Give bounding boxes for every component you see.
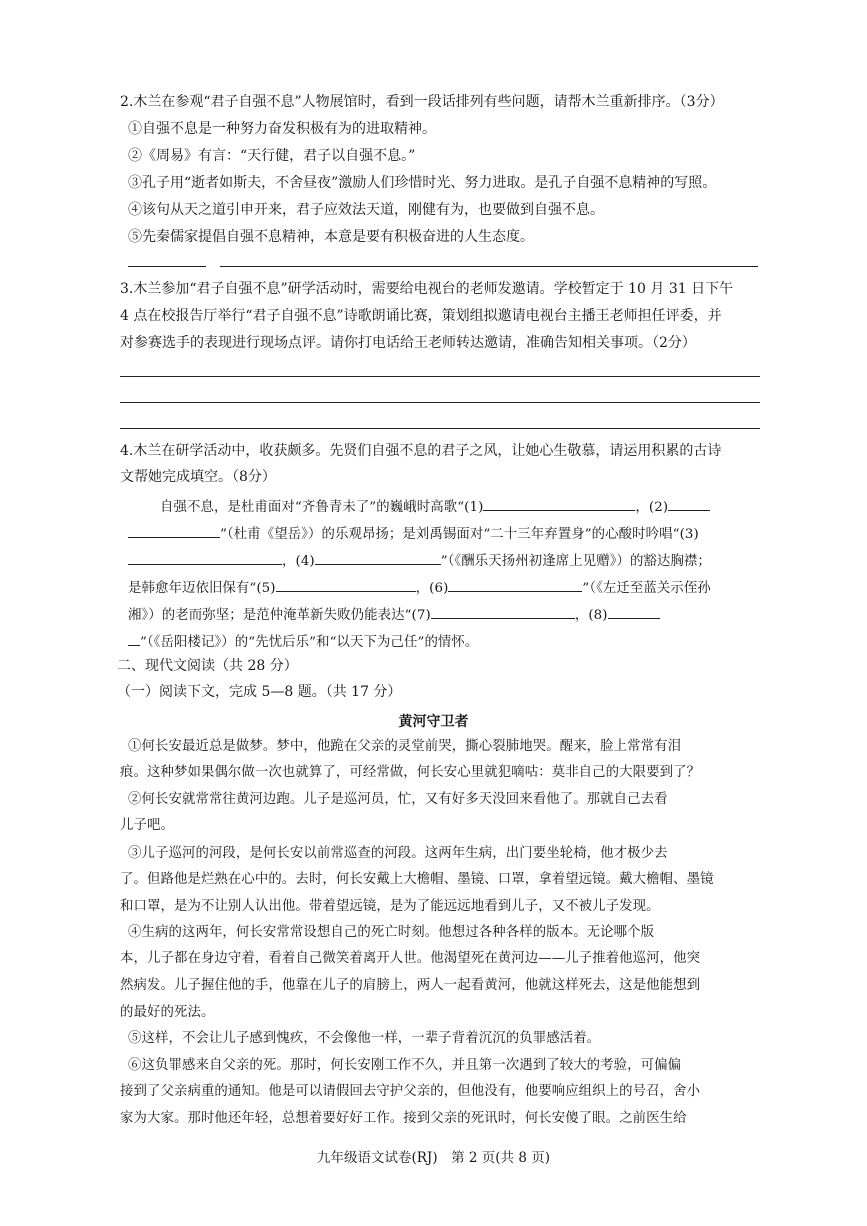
article-line-8: ④生病的这两年，何长安常常设想自己的死亡时刻。他想过各种各样的版本。无论哪个版 (128, 925, 655, 940)
q4-fill-line-4 (128, 577, 760, 598)
article-line-12: ⑤这样，不会让儿子感到愧疚，不会像他一样，一辈子背着沉沉的负罪感活着。 (128, 1031, 601, 1046)
article-line-14: 接到了父亲病重的通知。他是可以请假回去守护父亲的，但他没有，他要响应组织上的号召，舍小 (120, 1084, 701, 1099)
q4-fill-text-4b: ，(6) (415, 581, 449, 596)
q4-fill-text-2: ”（杜甫《望岳》）的乐观昂扬；是刘禹锡面对“二十三年弃置身”的心酸时吟唱“(3) (220, 527, 699, 542)
article-line-10: 然病发。儿子握住他的手，他靠在儿子的肩膀上，两人一起看黄河，他就这样死去，这是他能想到 (120, 978, 701, 993)
q2-item-3: ③孔子用“逝者如斯夫，不舍昼夜”激励人们珍惜时光、努力进取。是孔子自强不息精神的写照。 (128, 175, 717, 191)
q2-item-4: ④该句从天之道引申开来，君子应效法天道，刚健有为，也要做到自强不息。 (128, 202, 604, 218)
article-line-7: 和口罩，是为不让别人认出他。带着望远镜，是为了能远远地看到儿子，又不被儿子发现。 (120, 899, 660, 914)
q4-fill-text-1a: 自强不息，是杜甫面对“齐鲁青未了”的巍峨时高歌“(1) (160, 500, 484, 515)
article-line-3: ②何长安就常常往黄河边跑。儿子是巡河员，忙，又有好多天没回来看他了。那就自己去看 (128, 792, 668, 807)
q4-blank-3[interactable] (128, 550, 282, 565)
article-title: 黄河守卫者 (398, 714, 469, 730)
q4-blank-7[interactable] (431, 604, 575, 619)
q4-blank-1[interactable] (483, 496, 635, 511)
q4-blank-6[interactable] (448, 577, 582, 592)
q4-fill-text-3b: ”（《酬乐天扬州初逢席上见赠》）的豁达胸襟； (440, 554, 711, 569)
q3-answer-line-2[interactable] (120, 402, 760, 403)
q4-fill-text-5b: ，(8) (574, 608, 608, 623)
article-line-4: 儿子吧。 (120, 818, 174, 833)
q4-fill-text-4c: ”（《左迁至蓝关示侄孙 (582, 581, 711, 596)
q4-stem-1: 4.木兰在研学活动中，收获颇多。先贤们自强不息的君子之风，让她心生敬慕，请运用积累的古诗 (120, 443, 722, 459)
q4-fill-line-5 (128, 604, 760, 625)
section-heading: 二、现代文阅读（共 28 分） (117, 658, 298, 674)
q2-stem: 2.木兰在参观“君子自强不息”人物展馆时，看到一段话排列有些问题，请帮木兰重新排序。（3分） (120, 94, 724, 110)
q4-fill-text-4a: 是韩愈年迈依旧保有“(5) (128, 581, 276, 596)
page-footer: 九年级语文试卷(RJ) 第 2 页(共 8 页) (317, 1150, 550, 1166)
q2-item-2: ②《周易》有言：“天行健，君子以自强不息。” (128, 148, 416, 164)
q2-answer-line-short[interactable] (128, 266, 206, 267)
article-line-2: 痕。这种梦如果偶尔做一次也就算了，可经常做，何长安心里就犯嘀咕：莫非自己的大限要到了？ (120, 765, 701, 780)
q4-fill-line-6 (128, 631, 760, 652)
q4-fill-line-1 (160, 496, 760, 517)
q4-blank-4[interactable] (315, 550, 441, 565)
q2-answer-line[interactable] (220, 266, 758, 267)
article-line-9: 本，儿子都在身边守着，看着自己微笑着离开人世。他渴望死在黄河边——儿子推着他巡河，他突 (120, 951, 701, 966)
q3-answer-line-3[interactable] (120, 428, 760, 429)
section-subheading: （一）阅读下文，完成 5—8 题。（共 17 分） (117, 684, 402, 700)
q4-stem-2: 文帮她完成填空。（8分） (120, 469, 276, 485)
article-line-13: ⑥这负罪感来自父亲的死。那时，何长安刚工作不久，并且第一次遇到了较大的考验，可偏偏 (128, 1058, 682, 1073)
q3-line-2: 4 点在校报告厅举行“君子自强不息”诗歌朗诵比赛，策划组拟邀请电视台主播王老师担任评委，并 (120, 308, 722, 324)
q4-fill-text-5a: 湘》）的老而弥坚；是范仲淹革新失败仍能表达“(7) (128, 608, 431, 623)
q4-fill-text-6: ”（《岳阳楼记》）的“先忧后乐”和“以天下为己任”的情怀。 (140, 635, 479, 650)
q4-fill-line-2 (128, 523, 760, 544)
q4-blank-8-cont[interactable] (128, 631, 140, 646)
q4-blank-8[interactable] (608, 604, 660, 619)
q4-blank-5[interactable] (276, 577, 416, 592)
q4-fill-text-1b: ，(2) (635, 500, 669, 515)
q4-blank-2-cont[interactable] (128, 523, 220, 538)
article-line-1: ①何长安最近总是做梦。梦中，他跪在父亲的灵堂前哭，撕心裂肺地哭。醒来，脸上常常有泪 (128, 739, 682, 754)
q4-fill-line-3 (128, 550, 760, 571)
q4-fill-text-3a: ，(4) (282, 554, 315, 569)
q2-item-1: ①自强不息是一种努力奋发积极有为的进取精神。 (128, 121, 436, 137)
article-line-6: 了。但路他是烂熟在心中的。去时，何长安戴上大檐帽、墨镜、口罩，拿着望远镜。戴大檐帽、墨镜 (120, 872, 714, 887)
q2-item-5: ⑤先秦儒家提倡自强不息精神，本意是要有积极奋进的人生态度。 (128, 229, 534, 245)
q3-answer-line-1[interactable] (120, 376, 760, 377)
q3-line-1: 3.木兰参加“君子自强不息”研学活动时，需要给电视台的老师发邀请。学校暂定于 10 月 31 日下午 (120, 281, 734, 297)
q4-blank-2[interactable] (668, 496, 710, 511)
article-line-15: 家为大家。那时他还年轻，总想着要好好工作。接到父亲的死讯时，何长安傻了眼。之前医生给 (120, 1111, 687, 1126)
article-line-5: ③儿子巡河的河段，是何长安以前常巡查的河段。这两年生病，出门要坐轮椅，他才极少去 (128, 846, 668, 861)
q3-line-3: 对参赛选手的表现进行现场点评。请你打电话给王老师转达邀请，准确告知相关事项。（2分） (120, 335, 696, 351)
article-line-11: 的最好的死法。 (120, 1005, 215, 1020)
